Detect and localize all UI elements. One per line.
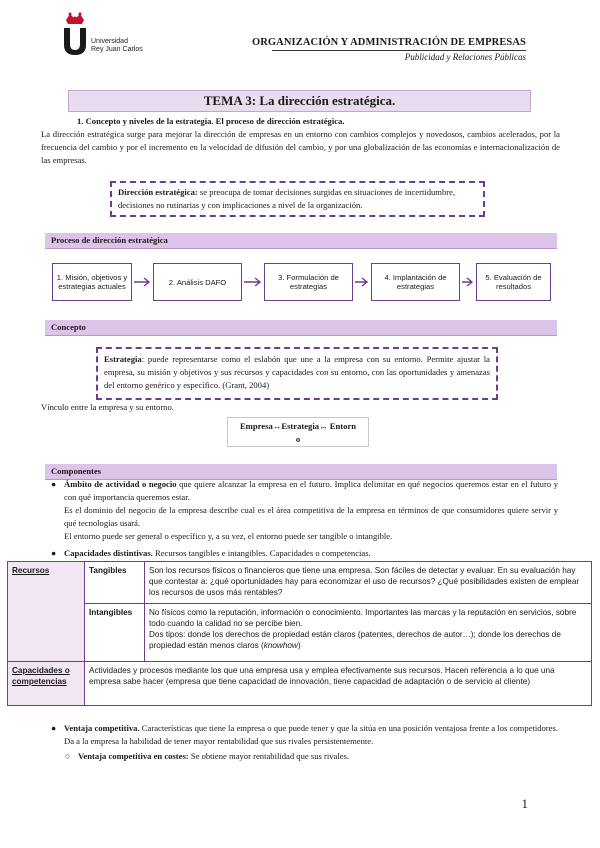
intangibles-close: ): [297, 641, 301, 650]
capacidades-term: Capacidades distintivas.: [64, 548, 153, 558]
ambito-paragraph-2: Es el dominio del negocio de la empresa describe cual es el área competitiva de la empresa en términos de que consumidores quiere servir y qué tecnologías usará.: [64, 505, 558, 528]
ventaja-term: Ventaja competitiva.: [64, 723, 140, 733]
page-title: TEMA 3: La dirección estratégica.: [68, 90, 531, 112]
list-item: [51, 478, 558, 543]
tangibles-cell: Tangibles: [85, 562, 145, 604]
estrategia-text: : puede representarse como el eslabón que une a la empresa con su entorno. Permite ajustar la empresa, su misión y objetivos y sus recursos y capacidades con su entorno, con las oportunidades y amenazas del entorno genérico y específico. (Grant, 2004): [104, 354, 490, 390]
definition-box: [110, 181, 485, 217]
knowhow-term: knowhow: [263, 641, 298, 650]
arrow-right-icon: [462, 276, 475, 288]
process-step-1: 1. Misión, objetivos y estrategias actuales: [52, 263, 132, 301]
componentes-heading: Componentes: [45, 464, 557, 480]
resources-table: [7, 561, 592, 706]
process-step-4: 4. Implantación de estrategias: [371, 263, 460, 301]
intangibles-types: Dos tipos: donde los derechos de propiedad están claros (patentes, derechos de autor…); donde los derechos de propiedad están menos claros (: [149, 630, 561, 650]
estrategia-term: Estrategia: [104, 354, 142, 364]
ambito-term: Ámbito de actividad o negocio: [64, 479, 177, 489]
arrow-right-icon: [244, 276, 263, 288]
intangibles-cell: Intangibles: [85, 604, 145, 662]
intangibles-description: [145, 604, 592, 662]
capacidades-text: Recursos tangibles e intangibles. Capacidades o competencias.: [152, 548, 371, 558]
tangibles-description: Son los recursos físicos o financieros que tiene una empresa. Son fáciles de detectar y evaluar. En su evaluación hay que contestar a: ¿qué oportunidades hay para economizar el uso de recursos? ¿Qué posibilidades existen de emplear los recursos de usos más rentables?: [145, 562, 592, 604]
costes-term: Ventaja competitiva en costes:: [78, 751, 189, 761]
bullet-icon: ●: [51, 723, 57, 733]
crown-logo-icon: [62, 12, 88, 56]
capacidades-cell: Capacidades o competencias: [8, 662, 85, 706]
intangibles-text-1: No físicos como la reputación, información o conocimiento. Importantes las marcas y la reputación en servicios, sobre todo cuando la calidad no se percibe bien.: [149, 608, 577, 628]
bullet-icon: ●: [51, 548, 57, 558]
process-step-5: 5. Evaluación de resultados: [476, 263, 551, 301]
flow-line-2: o: [295, 434, 301, 444]
definition-text: se preocupa de tomar decisiones surgidas en situaciones de incertidumbre, decisiones no rutinarias y con implicaciones a nivel de la organización.: [118, 187, 456, 210]
process-step-3: 3. Formulación de estrategias: [264, 263, 353, 301]
header-rule: [272, 50, 526, 51]
bullet-icon: ●: [51, 479, 57, 489]
process-step-2: 2. Análisis DAFO: [153, 263, 242, 301]
degree-name: Publicidad y Relaciones Públicas: [404, 52, 526, 62]
section-heading: 1. Concepto y niveles de la estrategia. El proceso de dirección estratégica.: [77, 116, 345, 126]
recursos-cell: Recursos: [8, 562, 85, 662]
course-title: ORGANIZACIÓN Y ADMINISTRACIÓN DE EMPRESAS: [251, 37, 526, 48]
process-heading: Proceso de dirección estratégica: [45, 233, 557, 249]
empresa-estrategia-entorno-box: [227, 417, 369, 447]
page-number: 1: [521, 796, 528, 811]
hollow-bullet-icon: ○: [65, 751, 71, 761]
arrow-right-icon: [134, 276, 152, 288]
ambito-text: que quiere alcanzar la empresa en el futuro. Implica delimitar en qué negocios queremos estar en el futuro y con qué importancia queremos estar.: [64, 479, 558, 502]
arrow-right-icon: [355, 276, 370, 288]
list-item: [51, 547, 558, 560]
vinculo-text: Vínculo entre la empresa y su entorno.: [41, 402, 174, 412]
logo-line-1: Universidad: [91, 38, 128, 45]
capacidades-description: Actividades y procesos mediante los que una empresa usa y emplea efectivamente sus recursos. Hacen referencia a lo que una empresa sabe hacer (empresa que tiene capacidad de innovación, tiene capacidad de adaptación o de servicio al cliente): [85, 662, 592, 706]
intangibles-text-2: [149, 629, 587, 651]
university-logo: [62, 12, 152, 56]
estrategia-box: [96, 347, 498, 400]
logo-line-2: Rey Juan Carlos: [91, 46, 143, 53]
intro-paragraph: La dirección estratégica surge para mejorar la dirección de empresas en un entorno con cambios complejos y novedosos, cambios acelerados, por la frecuencia del cambio y por el incremento en la velocidad de difusión del cambio, y por una globalización de las economías e internacionalización de las empresas.: [41, 129, 560, 165]
definition-term: Dirección estratégica:: [118, 187, 198, 197]
ambito-paragraph-3: El entorno puede ser general o específico y, a su vez, el entorno puede ser tangible o intangible.: [64, 531, 393, 541]
table-row: [8, 604, 592, 662]
flow-line-1: Empresa↔Estrategia↔ Entorn: [239, 421, 357, 431]
costes-text: Se obtiene mayor rentabilidad que sus rivales.: [188, 751, 350, 761]
ventaja-text: Características que tiene la empresa o que puede tener y que la sitúa en una posición ventajosa frente a los competidores. Da a la empresa la habilidad de tener mayor rentabilidad que sus rivales persistentemente.: [64, 723, 558, 746]
list-item: [65, 750, 558, 763]
table-row: [8, 562, 592, 604]
table-row: [8, 662, 592, 706]
list-item: [51, 722, 558, 748]
concepto-heading: Concepto: [45, 320, 557, 336]
